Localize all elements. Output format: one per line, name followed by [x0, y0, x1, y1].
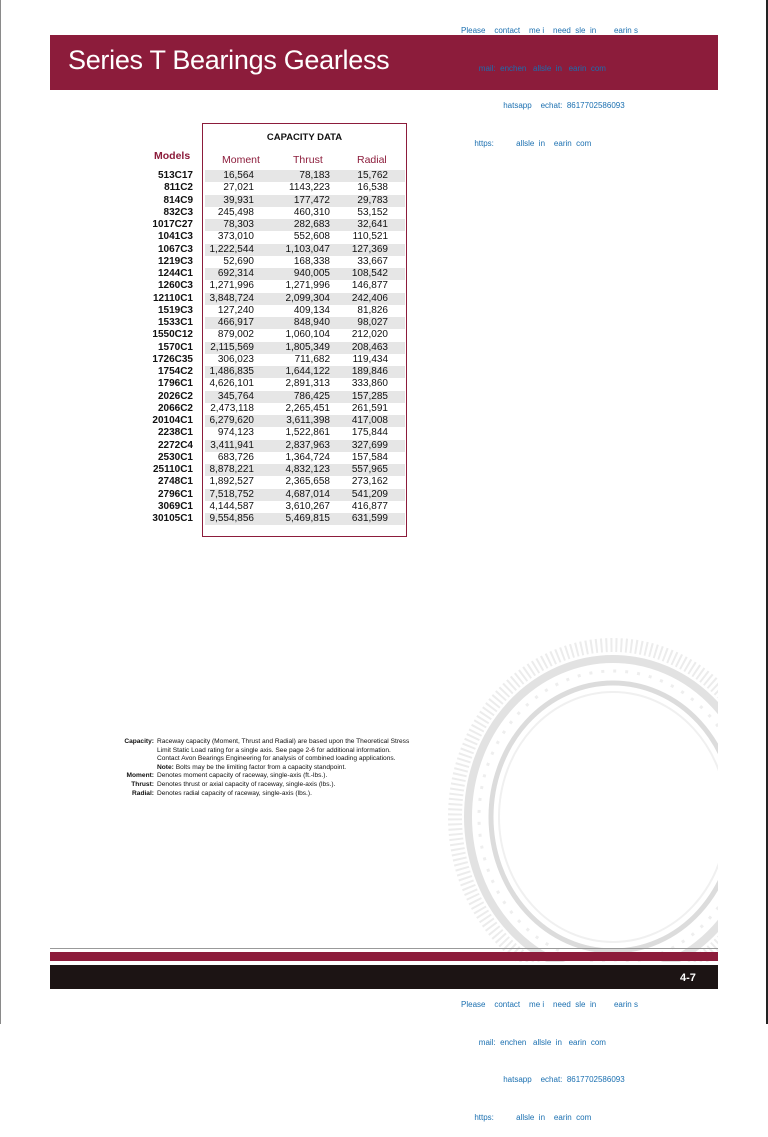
model-cell: 1754C2 — [157, 366, 193, 377]
radial-cell: 53,152 — [357, 206, 388, 218]
table-row — [163, 194, 405, 207]
table-row — [152, 329, 405, 341]
note-term: Thrust: — [131, 780, 154, 788]
radial-cell: 327,699 — [351, 439, 388, 451]
thrust-header: Thrust — [293, 154, 323, 166]
model-cell: 1067C3 — [157, 243, 193, 255]
table-row — [157, 427, 405, 439]
thrust-cell: 177,472 — [293, 194, 330, 206]
model-cell: 20104C1 — [152, 415, 193, 426]
note-radial — [115, 790, 411, 799]
table-row — [157, 390, 405, 403]
model-cell: 1533C1 — [157, 317, 193, 328]
thrust-cell: 1,522,861 — [285, 427, 330, 439]
model-cell: 513C17 — [157, 170, 193, 181]
model-cell: 832C3 — [163, 206, 193, 218]
thrust-cell: 711,682 — [294, 353, 330, 365]
radial-cell: 15,762 — [357, 170, 388, 181]
moment-cell: 466,917 — [217, 317, 254, 328]
radial-header: Radial — [357, 154, 387, 166]
model-cell: 1519C3 — [157, 304, 193, 316]
footer-divider — [50, 948, 718, 949]
moment-cell: 27,021 — [223, 182, 254, 194]
note-term: Radial: — [132, 789, 154, 797]
note-text: Denotes radial capacity of raceway, single-axis (lbs.). — [157, 789, 312, 797]
note-term: Moment: — [126, 772, 154, 780]
notes-section — [115, 738, 411, 798]
radial-cell: 541,209 — [351, 488, 388, 500]
moment-cell: 7,518,752 — [209, 488, 254, 500]
thrust-cell: 848,940 — [293, 317, 330, 328]
contact-line: Please contact me i need sle in earin s — [461, 1000, 638, 1009]
thrust-cell: 78,183 — [299, 170, 330, 181]
note-label: Note: — [157, 763, 174, 771]
table-row — [157, 341, 405, 354]
thrust-cell: 3,610,267 — [285, 500, 330, 512]
table-row — [152, 292, 405, 305]
table-row — [157, 231, 405, 243]
radial-cell: 557,965 — [351, 464, 388, 475]
model-cell: 3069C1 — [157, 500, 193, 512]
radial-cell: 273,162 — [351, 476, 388, 488]
thrust-cell: 1,060,104 — [285, 329, 330, 341]
moment-cell: 6,279,620 — [209, 415, 254, 426]
model-cell: 2272C4 — [157, 439, 193, 451]
moment-cell: 692,314 — [217, 268, 254, 279]
thrust-cell: 2,891,313 — [285, 378, 330, 390]
contact-line: Please contact me i need sle in earin s — [461, 26, 638, 35]
note-text: Raceway capacity (Moment, Thrust and Radial) are based upon the Theoretical Stress Limit Static Load rating for a single axis. See page 2-6 for additional information. Contact Avon Bearings Engineering for analysis of combined loading applications. — [157, 738, 410, 763]
moment-cell: 4,626,101 — [209, 378, 254, 390]
thrust-cell: 1,805,349 — [285, 341, 330, 353]
model-cell: 1244C1 — [157, 268, 193, 279]
thrust-cell: 1143,223 — [289, 182, 330, 194]
moment-cell: 127,240 — [217, 304, 254, 316]
model-cell: 1726C35 — [152, 353, 193, 365]
contact-line: hatsapp echat: 8617702586093 — [461, 1075, 625, 1084]
moment-cell: 373,010 — [217, 231, 254, 243]
moment-cell: 974,123 — [217, 427, 254, 439]
radial-cell: 242,406 — [351, 292, 388, 304]
table-row — [157, 439, 405, 452]
note-text: Denotes moment capacity of raceway, single-axis (ft.-lbs.). — [157, 772, 328, 780]
radial-cell: 175,844 — [351, 427, 388, 439]
moment-cell: 1,486,835 — [209, 366, 254, 377]
model-cell: 1550C12 — [152, 329, 193, 341]
contact-line: https: allsle in earin com — [461, 1112, 592, 1122]
moment-cell: 879,002 — [217, 329, 254, 341]
model-cell: 30105C1 — [152, 513, 193, 524]
table-row — [152, 219, 405, 231]
radial-cell: 110,521 — [352, 231, 388, 243]
thrust-cell: 2,265,451 — [285, 402, 330, 414]
table-row — [163, 206, 405, 219]
radial-cell: 631,599 — [351, 513, 388, 524]
thrust-cell: 786,425 — [293, 390, 330, 402]
radial-cell: 81,826 — [357, 304, 388, 316]
model-cell: 2238C1 — [157, 427, 193, 439]
moment-cell: 9,554,856 — [209, 513, 254, 524]
contact-watermark-top — [461, 0, 638, 163]
radial-cell: 29,783 — [357, 194, 388, 206]
model-cell: 2796C1 — [157, 488, 193, 500]
table-row — [157, 268, 405, 280]
table-row — [157, 366, 405, 378]
table-row — [164, 182, 405, 194]
contact-line: https: allsle in earin com — [461, 138, 592, 148]
table-row — [152, 513, 405, 525]
moment-cell: 78,303 — [223, 219, 254, 230]
note-capacity — [115, 738, 411, 772]
moment-cell: 8,878,221 — [209, 464, 254, 475]
model-cell: 814C9 — [163, 194, 193, 206]
moment-cell: 1,222,544 — [209, 243, 254, 255]
thrust-cell: 5,469,815 — [285, 513, 330, 524]
radial-cell: 157,285 — [351, 390, 388, 402]
moment-cell: 3,411,941 — [210, 439, 254, 451]
radial-cell: 417,008 — [351, 415, 388, 426]
radial-cell: 189,846 — [351, 366, 388, 377]
radial-cell: 127,369 — [351, 243, 388, 255]
model-cell: 2530C1 — [157, 451, 193, 463]
thrust-cell: 168,338 — [293, 255, 330, 267]
radial-cell: 146,877 — [351, 280, 388, 292]
radial-cell: 33,667 — [357, 255, 388, 267]
model-cell: 1570C1 — [157, 341, 193, 353]
thrust-cell: 1,271,996 — [285, 280, 330, 292]
note-term: Capacity: — [124, 738, 154, 745]
moment-cell: 2,115,569 — [210, 341, 254, 353]
radial-cell: 333,860 — [351, 378, 388, 390]
moment-cell: 39,931 — [223, 194, 254, 206]
note-thrust — [115, 781, 411, 790]
table-row — [157, 488, 405, 501]
radial-cell: 32,641 — [357, 219, 388, 230]
bearing-ring-illustration — [448, 622, 748, 962]
table-caption: CAPACITY DATA — [266, 132, 343, 143]
thrust-cell: 460,310 — [293, 206, 330, 218]
moment-cell: 52,690 — [223, 255, 254, 267]
page-left-edge — [0, 0, 1, 1024]
table-row — [152, 353, 405, 366]
table-body — [152, 170, 405, 525]
radial-cell: 119,434 — [352, 353, 388, 365]
moment-cell: 683,726 — [217, 451, 254, 463]
moment-cell: 245,498 — [217, 206, 254, 218]
moment-cell: 1,271,996 — [209, 280, 254, 292]
moment-cell: 2,473,118 — [210, 402, 254, 414]
thrust-cell: 282,683 — [293, 219, 330, 230]
radial-cell: 98,027 — [357, 317, 388, 328]
radial-cell: 416,877 — [351, 500, 388, 512]
table-row — [152, 464, 405, 476]
note-moment — [115, 772, 411, 781]
table-row — [157, 243, 405, 256]
table-row — [157, 378, 405, 390]
model-cell: 1260C3 — [157, 280, 193, 292]
model-cell: 2748C1 — [157, 476, 193, 488]
table-row — [157, 500, 405, 513]
thrust-cell: 3,611,398 — [286, 415, 330, 426]
moment-cell: 306,023 — [217, 353, 254, 365]
models-header: Models — [154, 150, 191, 162]
thrust-cell: 1,103,047 — [285, 243, 330, 255]
model-cell: 2026C2 — [157, 390, 193, 402]
table-row — [157, 280, 405, 292]
moment-cell: 4,144,587 — [209, 500, 254, 512]
moment-cell: 16,564 — [223, 170, 254, 181]
thrust-cell: 4,687,014 — [285, 488, 330, 500]
model-cell: 1017C27 — [152, 219, 193, 230]
table-row — [157, 476, 405, 488]
note-text: Bolts may be the limiting factor from a capacity standpoint. — [175, 763, 347, 771]
model-cell: 1796C1 — [157, 378, 193, 390]
moment-cell: 345,764 — [217, 390, 254, 402]
radial-cell: 212,020 — [351, 329, 388, 341]
thrust-cell: 409,134 — [293, 304, 330, 316]
radial-cell: 157,584 — [351, 451, 388, 463]
model-cell: 12110C1 — [152, 292, 193, 304]
radial-cell: 16,538 — [357, 182, 388, 194]
thrust-cell: 4,832,123 — [285, 464, 330, 475]
table-row — [157, 170, 405, 182]
model-cell: 1219C3 — [157, 255, 193, 267]
radial-cell: 261,591 — [351, 402, 388, 414]
radial-cell: 208,463 — [351, 341, 388, 353]
contact-line: mail: enchen allsle in earin com — [461, 63, 606, 73]
page-title: Series T Bearings Gearless — [68, 45, 390, 75]
contact-line: mail: enchen allsle in earin com — [461, 1037, 606, 1047]
note-text: Denotes thrust or axial capacity of raceway, single-axis (lbs.). — [157, 780, 336, 788]
table-row — [157, 317, 405, 329]
thrust-cell: 2,099,304 — [285, 292, 330, 304]
moment-cell: 1,892,527 — [209, 476, 254, 488]
table-row — [152, 415, 405, 427]
radial-cell: 108,542 — [351, 268, 388, 279]
model-cell: 811C2 — [164, 182, 193, 194]
table-row — [157, 402, 405, 415]
thrust-cell: 552,608 — [293, 231, 330, 243]
thrust-cell: 2,365,658 — [285, 476, 330, 488]
page-number: 4-7 — [680, 972, 696, 984]
contact-watermark-bottom — [461, 974, 638, 1137]
thrust-cell: 1,364,724 — [285, 451, 330, 463]
thrust-cell: 940,005 — [293, 268, 330, 279]
table-row — [157, 451, 405, 464]
table-row — [157, 304, 405, 317]
footer-accent-bar — [50, 952, 718, 961]
moment-cell: 3,848,724 — [209, 292, 254, 304]
model-cell: 25110C1 — [152, 464, 193, 475]
model-cell: 2066C2 — [157, 402, 193, 414]
table-row — [157, 255, 405, 268]
thrust-cell: 1,644,122 — [285, 366, 330, 377]
moment-header: Moment — [222, 154, 260, 166]
contact-line: hatsapp echat: 8617702586093 — [461, 101, 625, 110]
thrust-cell: 2,837,963 — [285, 439, 330, 451]
model-cell: 1041C3 — [157, 231, 193, 243]
